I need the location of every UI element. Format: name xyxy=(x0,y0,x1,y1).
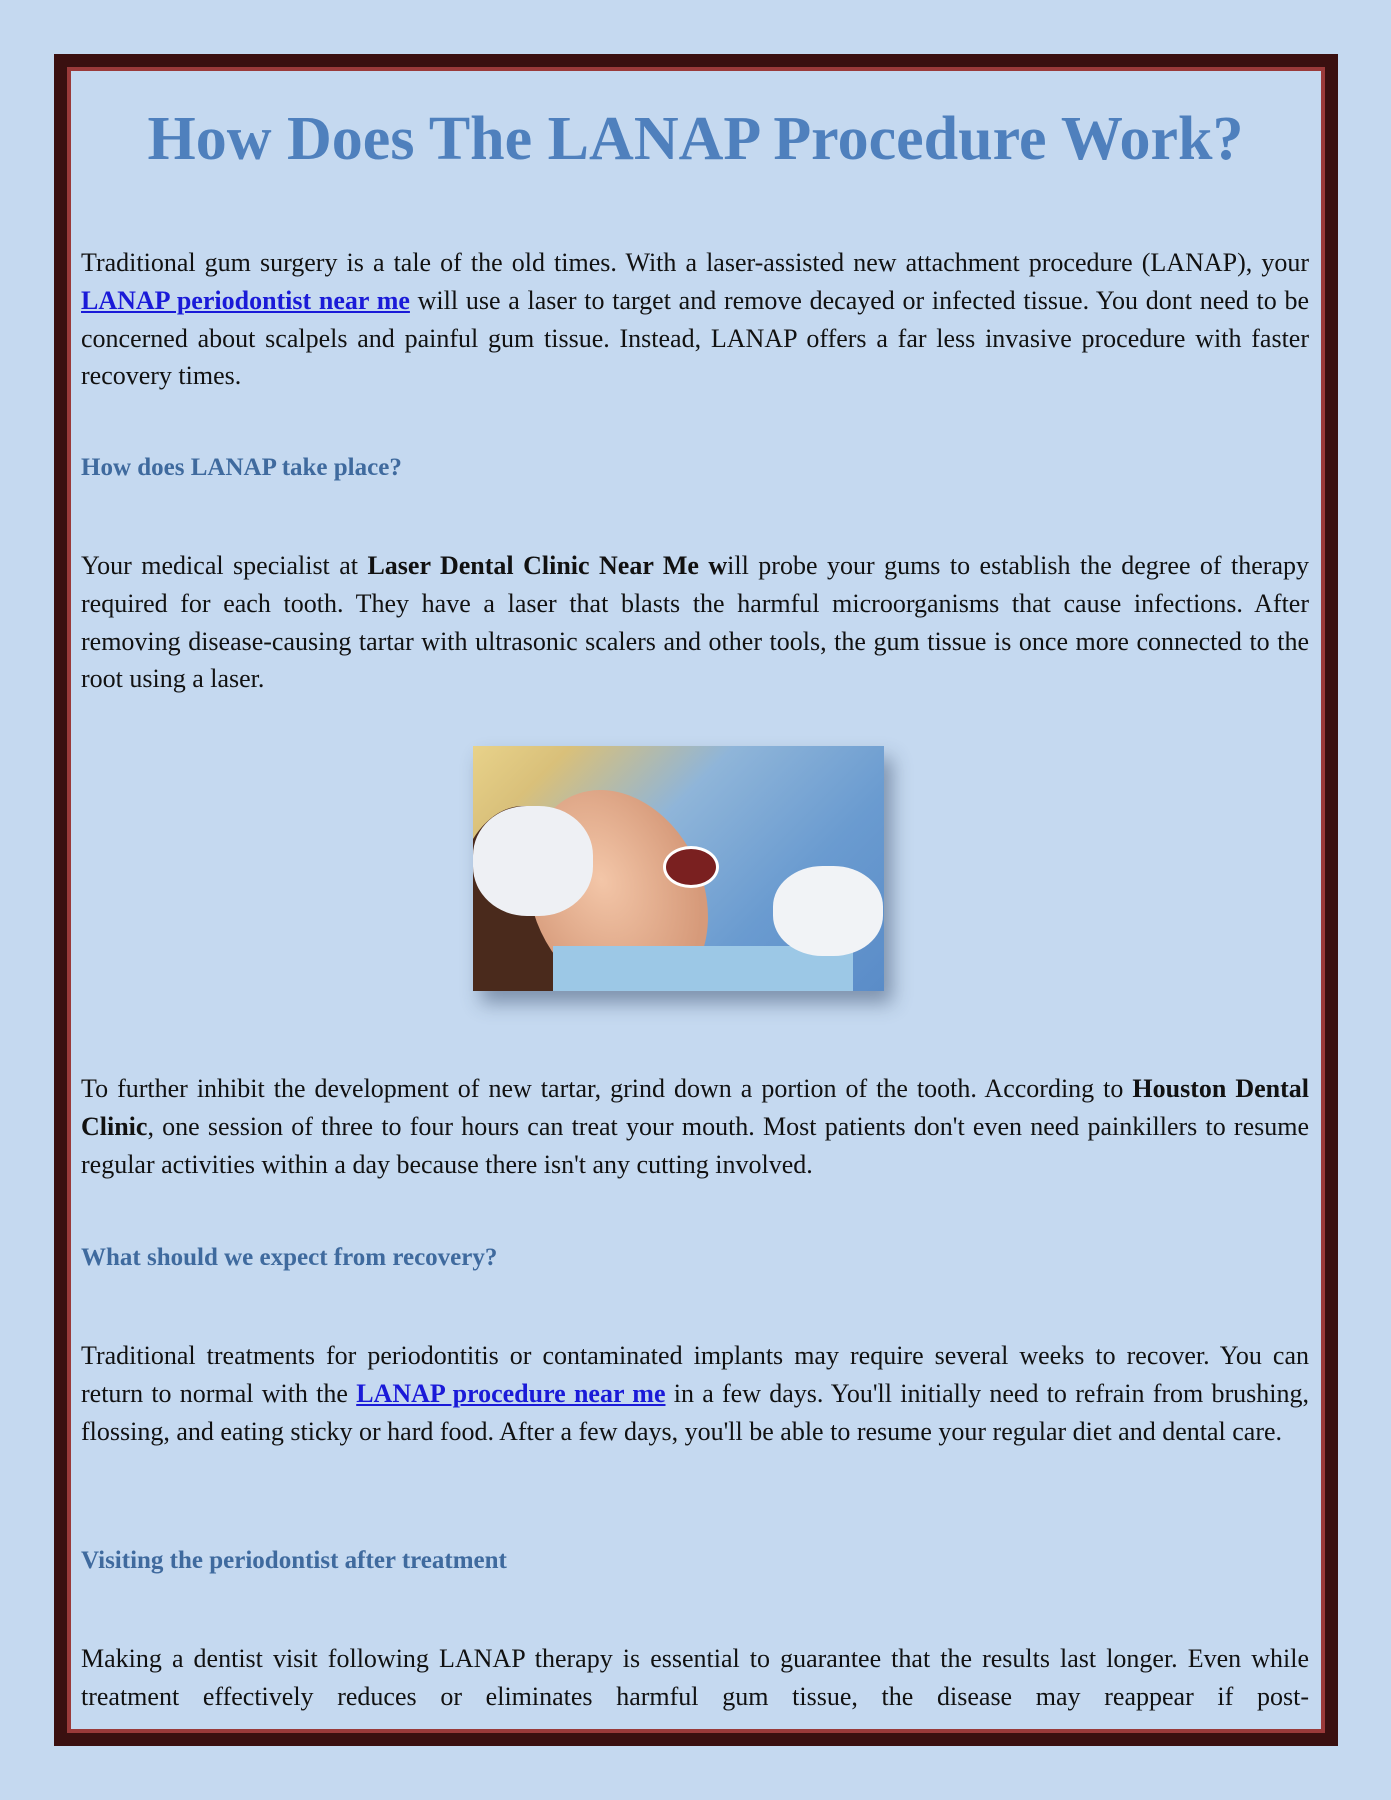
text: Traditional gum surgery is a tale of the old times. With a laser-assisted new attachment procedure (LANAP), your xyxy=(81,248,1309,277)
lanap-procedure-link[interactable]: LANAP procedure near me xyxy=(356,1378,666,1408)
text: will use a laser to target and remove decayed or infected tissue. You dont need to be concerned about scalpels and painful gum tissue. Instead, LANAP offers a far less invasive procedure with faster recovery times. xyxy=(81,285,1309,391)
clinic-name: Houston Dental Clinic xyxy=(81,1074,1310,1141)
section-heading: Visiting the periodontist after treatment xyxy=(81,1547,507,1574)
page-border xyxy=(54,54,1338,1746)
page-title: How Does The LANAP Procedure Work? xyxy=(147,105,1244,173)
text: ill probe your gums to establish the degree of therapy required for each tooth. They have a laser that blasts the harmful microorganisms that cause infections. After removing disease-causing tartar with ultrasonic scalers and other tools, the gum tissue is once more connected to the root using a laser. xyxy=(81,551,1310,694)
text: Your medical specialist at xyxy=(81,551,368,580)
paragraph: Making a dentist visit following LANAP therapy is essential to guarantee that the results last longer. Even while treatment effectively reduces or eliminates harmful gum tissue, the disease may reappear if post- xyxy=(81,1644,1309,1711)
text: To further inhibit the development of new tartar, grind down a portion of the tooth. According to xyxy=(81,1074,1133,1103)
text: Traditional treatments for periodontitis or contaminated implants may require several weeks to recover. You can return to normal with the xyxy=(81,1341,1309,1408)
section-heading: How does LANAP take place? xyxy=(81,454,402,481)
text: , one session of three to four hours can treat your mouth. Most patients don't even need painkillers to resume regular activities within a day because there isn't any cutting involved. xyxy=(81,1111,1309,1179)
clinic-name: Laser Dental Clinic Near Me w xyxy=(367,551,728,580)
lanap-periodontist-link[interactable]: LANAP periodontist near me xyxy=(81,285,410,315)
section-heading: What should we expect from recovery? xyxy=(81,1244,498,1271)
text: in a few days. You'll initially need to refrain from brushing, flossing, and eating sticky or hard food. After a few days, you'll be able to resume your regular diet and dental care. xyxy=(81,1378,1310,1446)
